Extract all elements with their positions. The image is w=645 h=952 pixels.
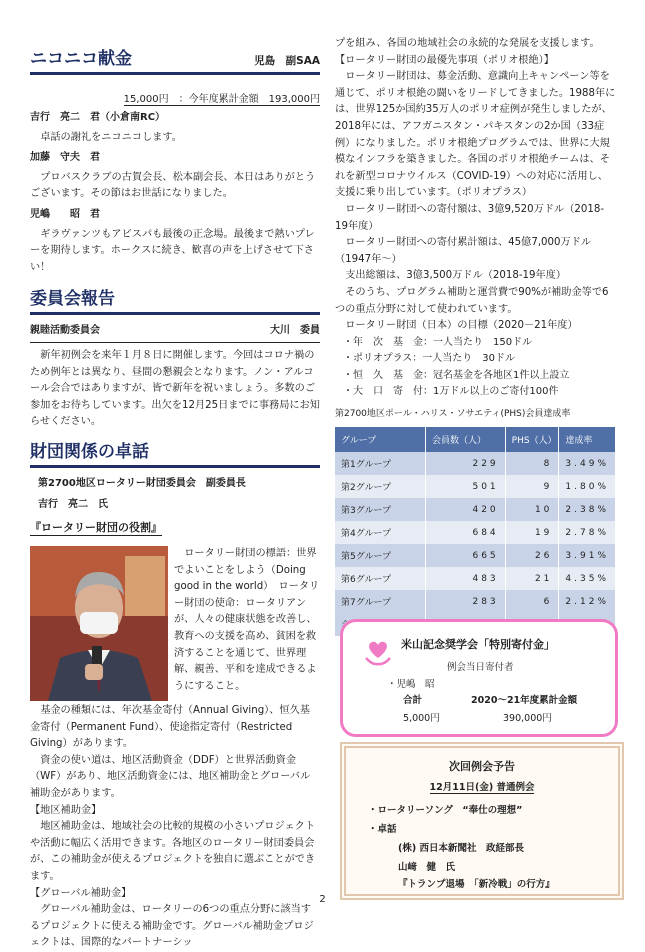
table-row	[335, 498, 616, 521]
cell-members: 229	[426, 452, 506, 475]
table-row	[335, 521, 616, 544]
cell-rate: 1.80%	[559, 475, 616, 498]
cell-members: 501	[426, 475, 506, 498]
entry-name: 加藤 守夫 君	[30, 152, 100, 164]
phs-table	[335, 427, 616, 636]
cell-phs: 19	[505, 521, 559, 544]
cell-members: 483	[426, 567, 506, 590]
global-text: グローバル補助金は、ロータリーの6つの重点分野に該当するプロジェクトに使える補助金です。グローバル補助金プロジェクトは、国際的なパートナーシッ	[30, 904, 314, 949]
goal-item: ・年 次 基 金：一人当たり 150ドル	[343, 336, 533, 348]
committee-person: 大川 委員	[270, 325, 320, 337]
cell-members: 420	[426, 498, 506, 521]
committee-header	[30, 284, 320, 315]
cell-members: 684	[426, 521, 506, 544]
cell-rate: 2.78%	[559, 521, 616, 544]
table-header: PHS（人）	[505, 427, 559, 452]
cell-rate: 2.38%	[559, 498, 616, 521]
left-column	[30, 44, 320, 952]
stat-line: そのうち、プログラム補助と運営費で90%が補助金等で6つの重点分野に対して使われています。	[335, 286, 609, 315]
cell-rate: 3.49%	[559, 452, 616, 475]
niconico-tally: 15,000円 ：今年度累計金額 193,000円	[123, 94, 320, 105]
cell-phs: 26	[505, 544, 559, 567]
table-row	[335, 452, 616, 475]
speech-paragraph: 基金の種類には、年次基金寄付（Annual Giving）、恒久基金寄付（Permanent Fund）、使途指定寄付（Restricted Giving）があります。	[30, 705, 310, 750]
table-row	[335, 590, 616, 613]
yoneyama-col2-label: 2020～21年度累計金額	[471, 695, 578, 706]
cell-members: 665	[426, 544, 506, 567]
polio-heading: 【ロータリー財団の最優先事項（ポリオ根絶）】	[335, 54, 554, 66]
phs-section	[335, 406, 616, 636]
yoneyama-sub: 例会当日寄付者	[447, 662, 514, 673]
yoneyama-col1-value: 5,000円	[403, 713, 440, 724]
entry-text: ギラヴァンツもアビスパも最後の正念場。最後まで熱いプレーを期待します。ホークスに続き、歓喜の声を上げさせて下さい！	[30, 228, 315, 273]
committee-text: 新年初例会を来年１月８日に開催します。今回はコロナ禍のため例年とは異なり、昼間の懇親会となります。ノン・アルコール会合ではありますが、皆で新年を祝いましょう。多数のご参加をお待ちしています。出欠を12月25日までに事務局にお知らせください。	[30, 349, 320, 428]
speech-title: 財団関係の卓話	[30, 441, 149, 462]
speech-subtitle: 『ロータリー財団の役割』	[30, 521, 162, 535]
next-date-wrap	[346, 779, 618, 793]
yoneyama-title: 米山記念奨学会「特別寄付金」	[401, 638, 555, 651]
yoneyama-col1-label: 合計	[403, 695, 423, 706]
cell-rate: 2.12%	[559, 590, 616, 613]
cell-phs: 9	[505, 475, 559, 498]
cell-group: 第3グループ	[335, 498, 426, 521]
table-header: 達成率	[559, 427, 616, 452]
goal-item: ・恒 久 基 金：冠名基金を各地区1件以上設立	[343, 369, 570, 381]
district-heading: 【地区補助金】	[30, 804, 102, 816]
goal-item: ・大 口 寄 付：1万ドル以上のご寄付100件	[343, 386, 559, 398]
table-row	[335, 544, 616, 567]
table-caption: 第2700地区ポール・ハリス・ソサエティ(PHS)会員達成率	[335, 409, 571, 419]
entry-text: プロバスクラブの古賀会長、松本副会長、本日はありがとうございます。その節はお世話になりました。	[30, 171, 316, 200]
committee-subheader	[30, 323, 320, 343]
next-date: 12月11日(金) 普通例会	[429, 782, 535, 793]
cell-group: 第7グループ	[335, 590, 426, 613]
yoneyama-col2-value: 390,000円	[503, 713, 552, 724]
stat-line: ロータリー財団への寄付額は、3億9,520万ドル（2018-19年度）	[335, 203, 604, 232]
niconico-title: ニコニコ献金	[30, 49, 132, 69]
speech-role: 第2700地区ロータリー財団委員会 副委員長	[38, 477, 246, 489]
stat-line: ロータリー財団への寄付累計額は、45億7,000万ドル（1947年～）	[335, 237, 592, 265]
entry-text: 卓話の謝礼をニコニコします。	[40, 131, 182, 143]
niconico-entries	[30, 110, 320, 276]
cell-members: 283	[426, 590, 506, 613]
table-header: グループ	[335, 427, 426, 452]
committee-name: 親睦活動委員会	[30, 325, 100, 337]
table-row	[335, 567, 616, 590]
page-number: 2	[319, 894, 326, 905]
yoneyama-donor: ・児嶋 昭	[387, 679, 435, 690]
goal-item: ・ポリオプラス：一人当たり 30ドル	[343, 353, 516, 365]
cell-group: 第6グループ	[335, 567, 426, 590]
table-row	[335, 475, 616, 498]
cell-phs: 21	[505, 567, 559, 590]
table-header-row	[335, 427, 616, 452]
next-song: ・ロータリーソング “奉仕の理想”	[368, 805, 523, 816]
global-heading: 【グローバル補助金】	[30, 887, 132, 899]
entry-name: 吉行 亮二 君（小倉南RC）	[30, 112, 166, 123]
cell-group: 第1グループ	[335, 452, 426, 475]
next-speaker: 山﨑 健 氏	[398, 862, 456, 873]
cell-group: 第4グループ	[335, 521, 426, 544]
cell-group: 第5グループ	[335, 544, 426, 567]
right-column	[335, 36, 616, 401]
next-title: 次回例会予告	[449, 760, 515, 773]
speech-speaker: 吉行 亮二 氏	[38, 498, 108, 510]
niconico-tally-wrap	[30, 87, 320, 106]
table-header: 会員数（人）	[426, 427, 506, 452]
goals-list	[335, 335, 616, 401]
next-topic: 『トランプ退場 「新冷戦」の行方』	[398, 879, 555, 890]
next-talk: ・卓話	[368, 824, 397, 835]
continued-text: プを組み、各国の地域社会の永続的な発展を支援します。	[335, 38, 600, 49]
stat-line: ロータリー財団（日本）の目標（2020－21年度）	[345, 320, 578, 332]
district-text: 地区補助金は、地域社会の比較的規模の小さいプロジェクトや活動に幅広く活用できます。各地区のロータリー財団委員会が、この補助金が使えるプロジェクトを独自に選ぶことができます。	[30, 821, 316, 883]
polio-text: ロータリー財団は、募金活動、意識向上キャンペーン等を通じて、ポリオ根絶の闘いをリードしてきました。1988年には、世界125か国約35万人のポリオ症例が発生しましたが、2018年には、アフガニスタン・パキスタンの2か国（33症例）になりました。ポリオ根絶プログラムでは、世界に大規模なインフラを築きました。各国のポリオ根絶チームは、それを新型コロナウイルス（COVID-19）への対応に活用し、支援に乗り出しています。（ポリオプラス）	[335, 71, 616, 199]
niconico-header	[30, 44, 320, 75]
hands-heart-icon	[361, 634, 395, 668]
speech-photo-text: ロータリー財団の標語：世界でよいことをしよう（Doing good in the world） ロータリー財団の使命：ロータリアンが、人々の健康状態を改善し、教育への支援を高め、貧困を救済することを通じて、世界理解、親善、平和を達成できるようにすること。	[174, 548, 320, 692]
cell-phs: 6	[505, 590, 559, 613]
entry-name: 児嶋 昭 君	[30, 208, 100, 220]
committee-title: 委員会報告	[30, 289, 115, 310]
yoneyama-box	[340, 619, 618, 737]
speech-header	[30, 437, 320, 468]
speaker-photo	[30, 546, 168, 701]
next-meeting-box	[340, 742, 624, 900]
cell-rate: 3.91%	[559, 544, 616, 567]
cell-rate: 4.35%	[559, 567, 616, 590]
speech-photo-row	[30, 546, 320, 701]
cell-phs: 8	[505, 452, 559, 475]
cell-phs: 10	[505, 498, 559, 521]
cell-group: 第2グループ	[335, 475, 426, 498]
next-org: (株) 西日本新聞社 政経部長	[398, 843, 524, 854]
niconico-byline: 児島 副SAA	[254, 55, 320, 67]
speech-paragraph: 資金の使い道は、地区活動資金（DDF）と世界活動資金（WF）があり、地区活動資金には、地区補助金とグローバル補助金があります。	[30, 754, 311, 800]
stat-line: 支出総額は、3億3,500万ドル（2018-19年度）	[345, 270, 567, 282]
